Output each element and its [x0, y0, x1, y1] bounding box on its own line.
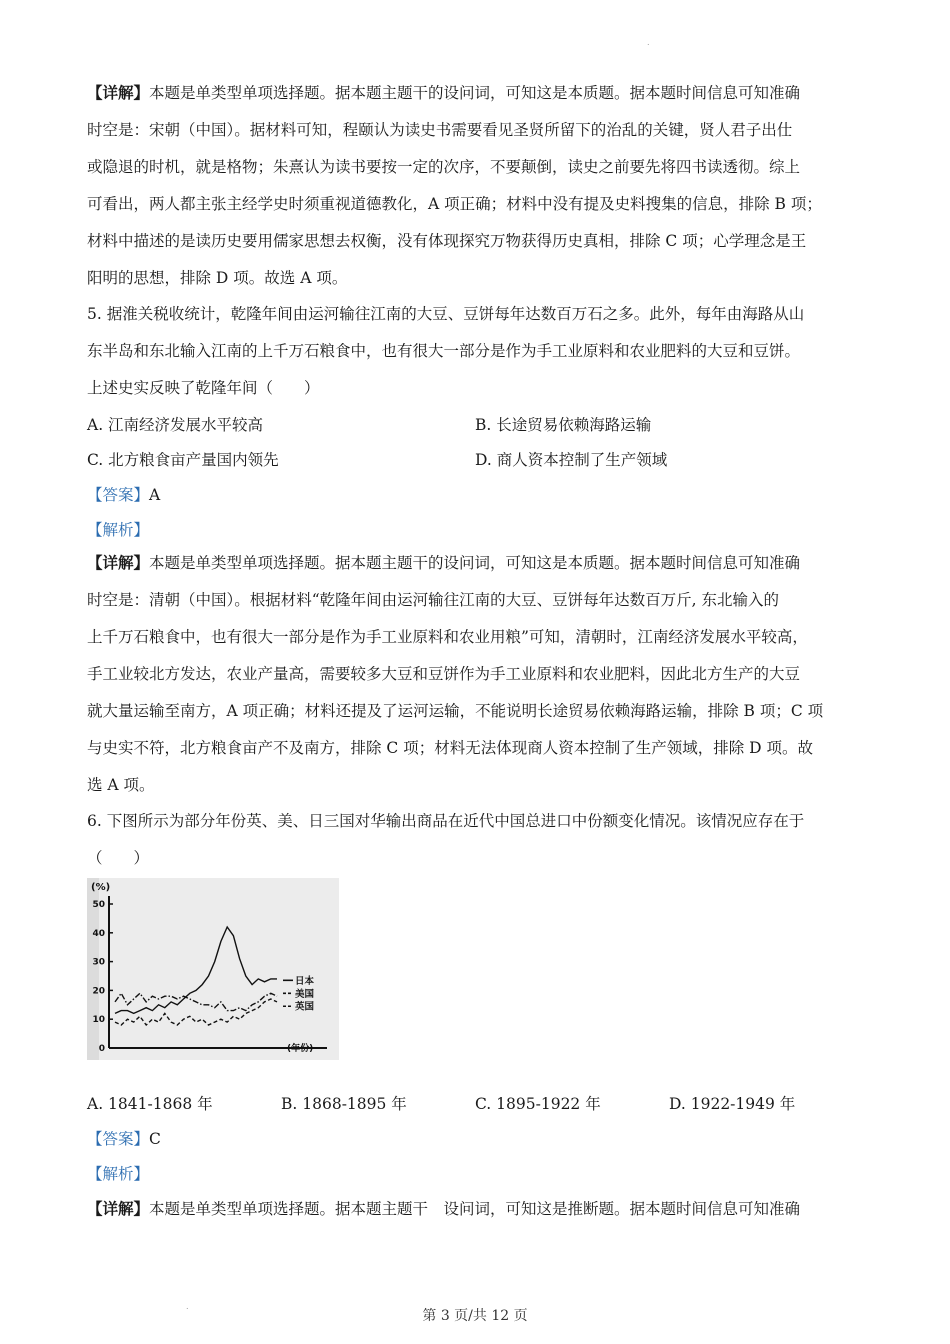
q5-explain-line: 选 A 项。 — [87, 776, 155, 794]
q5-explain-line: 手工业较北方发达，农业产量高，需要较多大豆和豆饼作为手工业原料和农业肥料，因此北方生产的大豆 — [87, 665, 801, 683]
y-axis-label: (%) — [91, 882, 111, 893]
q5-explain-line: 与史实不符，北方粮食亩产不及南方，排除 C 项；材料无法体现商人资本控制了生产领域，排除 D 项。故 — [87, 739, 813, 757]
q5-answer — [87, 483, 160, 505]
q4-explain-line: 可看出，两人都主张主经学史时须重视道德教化，A 项正确；材料中没有提及史料搜集的信息，排除 B 项； — [87, 195, 822, 213]
q6-answer-label: 【答案】 — [87, 1130, 150, 1148]
q5-stem — [87, 296, 867, 407]
q5-analysis-label: 【解析】 — [87, 521, 150, 539]
q6-explain-line: 【详解】本题是单类型单项选择题。据本题主题干 设问词，可知这是推断题。据本题时间信息可知准确 — [87, 1199, 801, 1218]
page-footer: 第 3 页/共 12 页 — [422, 1308, 528, 1324]
q6-option-b: B. 1868-1895 年 — [281, 1095, 407, 1113]
q5-explain-line: 就大量运输至南方，A 项正确；材料还提及了运河运输，不能说明长途贸易依赖海路运输，排除 B 项；C 项 — [87, 702, 824, 720]
q6-analysis-label: 【解析】 — [87, 1165, 150, 1183]
document-page: . 【详解】本题是单类型单项选择题。据本题主题干的设问词，可知这是本质题。据本题时间信息可知准确 时空是：宋朝（中国）。据材料可知，程颐认为读史书需要看见圣贤所留下的治乱的关键，贤人君子出仕 或隐退的时机，就是格物；朱熹认为读书要按一定的次序，不要颠倒，读史之前要先将四书读透彻。综上 可看出，两人都主张主经学史时须重视道德教化，A 项正确；材料中没有提及史料搜集的信息，排除 B 项； 材料中描述的是读历史要用儒家思想去权衡，没有体现探究万物获得历史真相，排除 C 项；心学理念是王 阳明的思想，排除 D 项。故选 A 项。 5. 据淮关税收统计，乾隆年间由运河输往江南的大豆、豆饼每年达数百万石之多。此外，每年由海路从山 东半岛和东北输入江南的上千万石粮食中，也有很大一部分是作为手工业原料和农业肥料的大豆和豆饼。 上述史实反映了乾隆年间（ ） A. 江南经济发展水平较高 B. 长途贸易依赖海路运输 C. 北方粮食亩产量国内领先 D. 商人资本控制了生产领域 【答案】A 【解析】 【详解】本题是单类型单项选择题。据本题主题干的设问词，可知这是本质题。据本题时间信息可知准确 时空是：清朝（中国）。根据材料“乾隆年间由运河输往江南的大豆、豆饼每年达数百万斤, 东北输入的 上千万石粮食中，也有很大一部分是作为手工业原料和农业用粮”可知，清朝时，江南经济发展水平较高， 手工业较北方发达，农业产量高，需要较多大豆和豆饼作为手工业原料和农业肥料，因此北方生产的大豆 就大量运输至南方，A 项正确；材料还提及了运河运输，不能说明长途贸易依赖海路运输，排除 B 项；C 项 与史实不符，北方粮食亩产不及南方，排除 C 项；材料无法体现商人资本控制了生产领域，排除 D 项。故 选 A 项。 6. 下图所示为部分年份英、美、日三国对华输出商品在近代中国总进口中份额变化情况。该情况应存在于 （ ） (%) 50 40 30 20 10 0 日本 美国 英国 (年份) A. 1841-1868 年 B. 1868-1895 年 C. 1895-1922 年 D. 1922-1949 年 【答案】C 【解析】 【详解】本题是单类型单项选择题。据本题主题干 设问词，可知这是推断题。据本题时间信息可知准确 . 第 3 页/共 12 页 — [0, 0, 950, 1344]
y-tick-label: 40 — [92, 928, 105, 939]
q5-option-d: D. 商人资本控制了生产领域 — [475, 451, 668, 469]
q5-stem-line: 东半岛和东北输入江南的上千万石粮食中，也有很大一部分是作为手工业原料和农业肥料的大豆和豆饼。 — [87, 342, 801, 360]
y-tick-label: 10 — [92, 1015, 105, 1026]
q5-option-c: C. 北方粮食亩产量国内领先 — [87, 451, 279, 469]
x-axis-label: (年份) — [287, 1044, 314, 1054]
q6-stem-line: （ ） — [87, 849, 150, 867]
legend-label: 日本 — [295, 975, 315, 987]
q5-option-b: B. 长途贸易依赖海路运输 — [475, 416, 652, 434]
q5-explain-label: 【详解】 — [87, 553, 150, 572]
y-tick-label: 50 — [92, 900, 105, 910]
q5-stem-line: 5. 据淮关税收统计，乾隆年间由运河输往江南的大豆、豆饼每年达数百万石之多。此外，每年由海路从山 — [87, 305, 805, 323]
q6-option-c: C. 1895-1922 年 — [475, 1095, 601, 1113]
import-share-chart — [87, 878, 339, 1060]
y-tick-label: 0 — [98, 1044, 105, 1054]
q6-option-a: A. 1841-1868 年 — [87, 1095, 213, 1113]
q5-explain-line: 本题是单类型单项选择题。据本题主题干的设问词，可知这是本质题。据本题时间信息可知准确 — [149, 554, 801, 572]
q4-explanation — [87, 74, 867, 297]
q5-stem-line: 上述史实反映了乾隆年间（ ） — [87, 379, 320, 397]
y-tick-label: 20 — [92, 986, 105, 997]
legend-label: 美国 — [295, 988, 315, 1000]
q6-answer-value: C — [149, 1130, 161, 1148]
chart-background — [87, 878, 339, 1060]
q4-explain-line: 本题是单类型单项选择题。据本题主题干的设问词，可知这是本质题。据本题时间信息可知准确 — [149, 84, 801, 102]
q4-explain-label: 【详解】 — [87, 83, 150, 102]
legend-label: 英国 — [295, 1001, 315, 1013]
q6-stem-line: 6. 下图所示为部分年份英、美、日三国对华输出商品在近代中国总进口中份额变化情况。该情况应存在于 — [87, 812, 805, 830]
q6-stem — [87, 803, 867, 877]
q5-explain-line: 上千万石粮食中，也有很大一部分是作为手工业原料和农业用粮”可知，清朝时，江南经济发展水平较高， — [87, 628, 808, 646]
q4-explain-line: 时空是：宋朝（中国）。据材料可知，程颐认为读史书需要看见圣贤所留下的治乱的关键，贤人君子出仕 — [87, 121, 793, 139]
q5-explanation — [87, 544, 867, 804]
q4-explain-line: 或隐退的时机，就是格物；朱熹认为读书要按一定的次序，不要颠倒，读史之前要先将四书读透彻。综上 — [87, 158, 801, 176]
q6-option-d: D. 1922-1949 年 — [669, 1095, 796, 1113]
q5-answer-value: A — [149, 486, 161, 504]
q4-explain-line: 阳明的思想，排除 D 项。故选 A 项。 — [87, 269, 348, 287]
y-tick-label: 30 — [92, 957, 105, 968]
q6-answer — [87, 1127, 161, 1149]
q5-answer-label: 【答案】 — [87, 486, 150, 504]
q4-explain-line: 材料中描述的是读历史要用儒家思想去权衡，没有体现探究万物获得历史真相，排除 C 项；心学理念是王 — [87, 232, 807, 250]
q6-explain-label: 【详解】 — [87, 1199, 150, 1218]
q5-option-a: A. 江南经济发展水平较高 — [87, 416, 264, 434]
q5-explain-line: 时空是：清朝（中国）。根据材料“乾隆年间由运河输往江南的大豆、豆饼每年达数百万斤, 东北输入的 — [87, 591, 780, 609]
